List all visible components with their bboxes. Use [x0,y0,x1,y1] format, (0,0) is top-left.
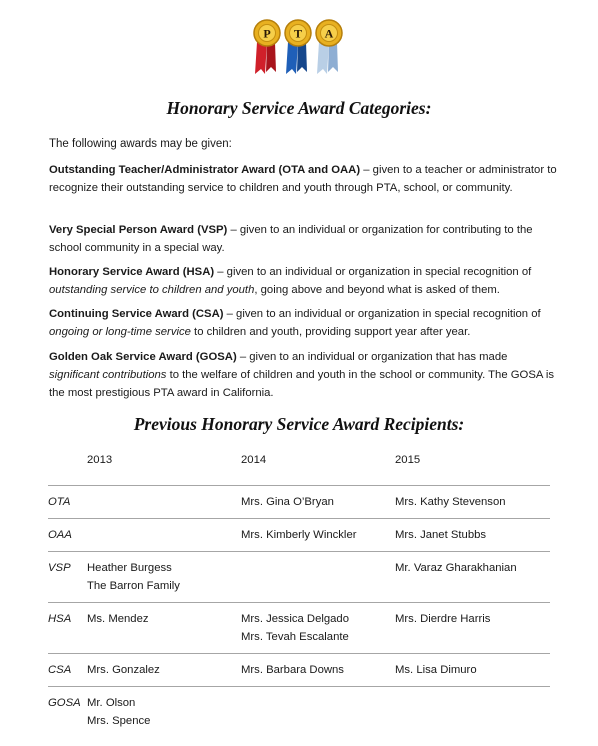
recipient-name: Mrs. Barbara Downs [241,664,344,676]
recipient-cell [241,552,395,603]
ribbon-red [255,42,267,74]
recipient-cell [87,687,241,738]
recipient-row [48,519,550,552]
recipient-cell [241,486,395,519]
award-code: VSP [48,552,87,603]
recipient-name: Mrs. Janet Stubbs [395,529,487,541]
recipient-cell [87,552,241,603]
recipient-name: Mrs. Dierdre Harris [395,613,491,625]
medal-p [254,20,280,74]
recipient-cell [395,654,550,687]
recipient-cell [241,519,395,552]
recipient-name: Mrs. Kathy Stevenson [395,496,506,508]
recipient-row [48,603,550,654]
recipient-row [48,687,550,738]
recipient-name: Mrs. Gonzalez [87,664,160,676]
recipient-row [48,552,550,603]
award-gosa: Golden Oak Service Award (GOSA) – given to an individual or organization that has made significant contributions to the welfare of children and youth in the school or community. The GOSA is the most prestigious PTA award in California. [49,351,555,399]
recipient-cell [241,654,395,687]
recipient-cell [395,687,550,738]
award-code: OTA [48,486,87,519]
year-header: 2014 [241,454,267,466]
award-ota-oaa: Outstanding Teacher/Administrator Award (OTA and OAA) – given to a teacher or administrator to recognize their outstanding service to children and youth through PTA, school, or community. [49,164,557,194]
recipient-row [48,486,550,519]
recipient-name: Ms. Lisa Dimuro [395,664,477,676]
recipient-name: Mrs. Spence [87,715,151,727]
award-csa: Continuing Service Award (CSA) – given to an individual or organization in special recognition of ongoing or long-time service to children and youth, providing support year after year. [49,308,541,338]
recipient-cell [395,552,550,603]
recipient-name: Mrs. Kimberly Winckler [241,529,357,541]
recipient-name: Mr. Varaz Gharakhanian [395,562,517,574]
year-header: 2013 [87,454,113,466]
recipient-cell [87,486,241,519]
award-code: CSA [48,654,87,687]
recipient-cell [241,603,395,654]
year-header-row [48,446,550,486]
recipient-cell [241,687,395,738]
recipient-cell [87,654,241,687]
logo-letter-a: A [324,26,334,41]
recipient-cell [395,603,550,654]
award-hsa: Honorary Service Award (HSA) – given to an individual or organization in special recognition of outstanding service to children and youth, going above and beyond what is asked of them. [49,266,532,296]
year-header: 2015 [395,454,421,466]
recipient-name: Mr. Olson [87,697,136,709]
medal-a [316,20,342,74]
pta-logo [252,16,346,78]
recipient-name: Heather Burgess [87,562,172,574]
award-code: HSA [48,603,87,654]
recipient-cell [395,519,550,552]
award-code: GOSA [48,687,87,738]
logo-letter-t: T [293,26,303,41]
recipient-cell [87,519,241,552]
page-title: Honorary Service Award Categories: [166,98,432,118]
recipients-title: Previous Honorary Service Award Recipients: [133,414,465,434]
award-code: OAA [48,519,87,552]
medal-t [285,20,311,74]
recipient-name: Mrs. Gina O’Bryan [241,496,334,508]
recipient-row [48,654,550,687]
recipient-cell [87,603,241,654]
recipient-name: Mrs. Jessica Delgado [241,613,349,625]
award-vsp: Very Special Person Award (VSP) – given to an individual or organization for contributing to the school community in a special way. [49,224,533,254]
recipient-name: Mrs. Tevah Escalante [241,631,349,643]
recipient-name: Ms. Mendez [87,613,149,625]
intro-text: The following awards may be given: [49,138,232,150]
recipients-table [48,446,550,737]
recipient-name: The Barron Family [87,580,180,592]
logo-letter-p: P [263,26,271,41]
recipient-cell [395,486,550,519]
